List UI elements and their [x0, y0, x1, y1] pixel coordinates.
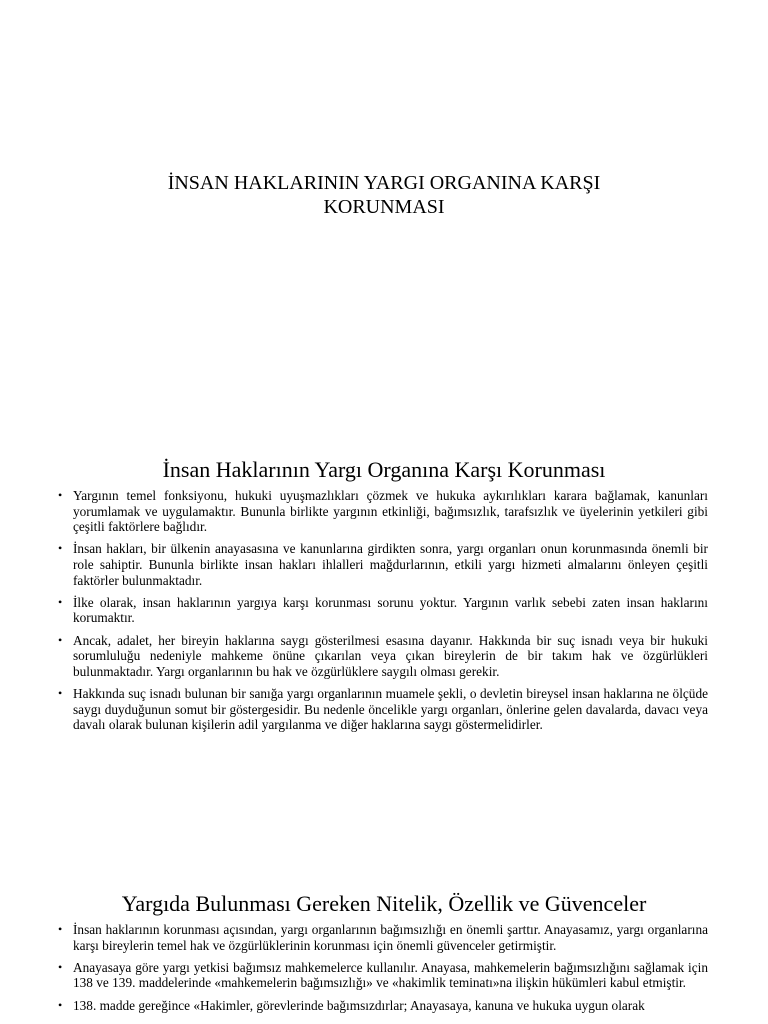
bullet-item — [58, 633, 708, 680]
document-title-line-1: İNSAN HAKLARININ YARGI ORGANINA KARŞI — [167, 172, 601, 194]
bullet-icon: • — [58, 541, 63, 556]
bullet-icon: • — [58, 685, 63, 700]
bullet-text: Anayasaya göre yargı yetkisi bağımsız mahkemelerce kullanılır. Anayasa, mahkemelerin bağımsızlığını sağlamak için 138 ve 139. maddelerinde «mahkemelerin bağımsızlığı» ve «hakimlik teminatı»na ilişkin hükümleri kabul etmiştir. — [73, 959, 708, 991]
bullet-text: Yargının temel fonksiyonu, hukuki uyuşmazlıkları çözmek ve hukuka aykırılıkları karara bağlamak, kanunları yorumlamak ve uygulamaktır. Bununla birlikte yargının etkinliği, bağımsızlık, tarafsızlık ve üyelerinin yetkileri gibi çeşitli faktörlere bağlıdır. — [73, 488, 708, 535]
bullet-text: İlke olarak, insan haklarının yargıya karşı korunması sorunu yoktur. Yargının varlık sebebi zaten insan haklarını korumaktır. — [73, 594, 708, 626]
bullet-list — [0, 488, 768, 733]
document-title-line-2: KORUNMASI — [323, 196, 445, 218]
section-heading: Yargıda Bulunması Gereken Nitelik, Özellik ve Güvenceler — [121, 891, 647, 916]
bullet-text: İnsan hakları, bir ülkenin anayasasına ve kanunlarına girdikten sonra, yargı organları onun korunmasında önemli bir role sahiptir. Bununla birlikte insan hakları ihlalleri mağdurlarının, etkili yargı hizmeti almalarını önleyen çeşitli faktörler bulunmaktadır. — [73, 541, 708, 588]
bullet-text: İnsan haklarının korunması açısından, yargı organlarının bağımsızlığı en önemli şarttır. Anayasamız, yargı organlarına karşı bireylerin temel hak ve özgürlüklerinin korunması için önemli güvenceler getirmiştir. — [73, 922, 708, 953]
section-judiciary-qualities — [0, 891, 768, 1020]
bullet-icon: • — [58, 594, 63, 609]
bullet-item — [58, 960, 708, 991]
bullet-icon: • — [58, 959, 63, 974]
bullet-text: Hakkında suç isnadı bulunan bir sanığa yargı organlarının muamele şekli, o devletin bireysel insan haklarına ne ölçüde saygı duyduğunun somut bir göstergesidir. Bu nedenle öncelikle yargı organları, önlerine gelen davalarda, davacı veya davalı olarak bulunan kişilerin adil yargılanma ve diğer haklarına saygı göstermelidirler. — [73, 685, 708, 733]
document-title — [0, 171, 768, 219]
bullet-icon: • — [58, 488, 63, 502]
bullet-item — [58, 595, 708, 626]
bullet-item — [58, 686, 708, 733]
bullet-list — [0, 922, 768, 1013]
bullet-item — [58, 541, 708, 588]
bullet-icon: • — [58, 997, 63, 1012]
section-human-rights-judiciary — [0, 457, 768, 739]
bullet-item — [58, 922, 708, 953]
bullet-text: 138. madde gereğince «Hakimler, görevlerinde bağımsızdırlar; Anayasaya, kanuna ve hukuka uygun olarak — [73, 997, 645, 1013]
bullet-icon: • — [58, 922, 63, 936]
bullet-text: Ancak, adalet, her bireyin haklarına saygı gösterilmesi esasına dayanır. Hakkında bir suç isnadı veya bir hukuki sorumluluğu nedeniyle mahkeme önüne çıkarılan veya çıkan bireylerin de bir takım hak ve özgürlükleri bulunmaktadır. Yargı organlarının bu hak ve özgürlüklere saygılı olması gerekir. — [73, 632, 708, 679]
bullet-item — [58, 998, 708, 1014]
section-heading: İnsan Haklarının Yargı Organına Karşı Korunması — [162, 457, 606, 482]
bullet-icon: • — [58, 632, 63, 647]
bullet-item — [58, 488, 708, 535]
